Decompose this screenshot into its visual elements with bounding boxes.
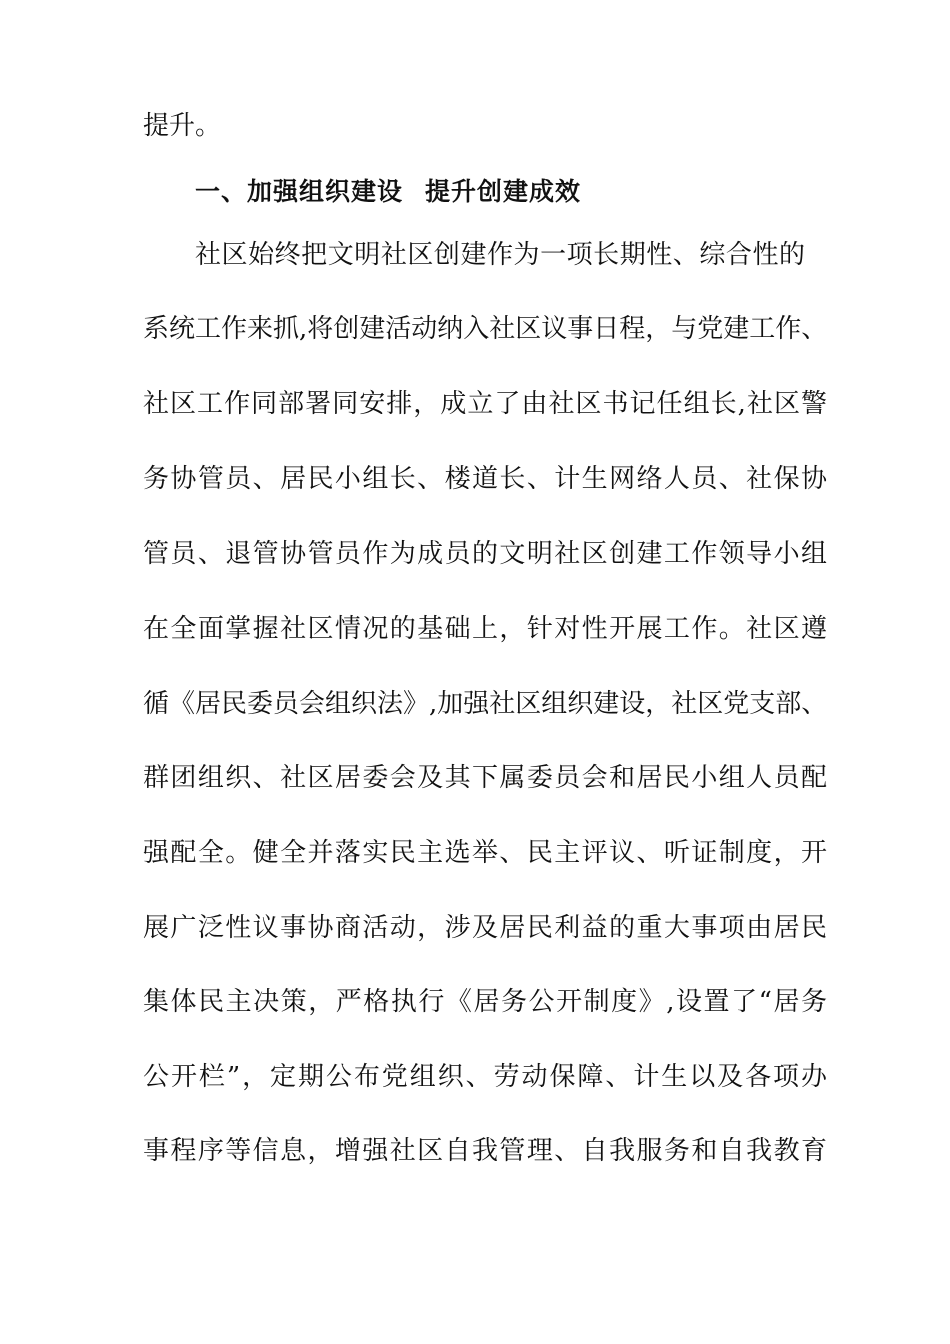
paragraph-line: 公开栏”，定期公布党组织、劳动保障、计生以及各项办	[143, 1062, 827, 1092]
paragraph-line: 系统工作来抓,将创建活动纳入社区议事日程，与党建工作、	[143, 314, 828, 344]
paragraph-line: 群团组织、社区居委会及其下属委员会和居民小组人员配	[143, 763, 827, 793]
continuation-text: 提升。	[143, 111, 222, 141]
section-heading-part1: 一、加强组织建设	[195, 177, 404, 206]
paragraph-line: 事程序等信息，增强社区自我管理、自我服务和自我教育	[143, 1136, 827, 1166]
section-heading-part2: 提升创建成效	[425, 177, 582, 206]
section-heading	[195, 172, 950, 212]
paragraph-line: 社区始终把文明社区创建作为一项长期性、综合性的	[195, 240, 805, 270]
paragraph-line: 展广泛性议事协商活动，涉及居民利益的重大事项由居民	[143, 913, 827, 943]
paragraph-line: 管员、退管协管员作为成员的文明社区创建工作领导小组	[143, 539, 827, 569]
paragraph-line: 循《居民委员会组织法》,加强社区组织建设，社区党支部、	[143, 689, 828, 719]
paragraph-line: 务协管员、居民小组长、楼道长、计生网络人员、社保协	[143, 464, 827, 494]
paragraph-line: 强配全。健全并落实民主选举、民主评议、听证制度，开	[143, 838, 827, 868]
paragraph-line: 在全面掌握社区情况的基础上，针对性开展工作。社区遵	[143, 614, 827, 644]
paragraph-line: 社区工作同部署同安排，成立了由社区书记任组长,社区警	[143, 389, 827, 419]
paragraph-line: 集体民主决策，严格执行《居务公开制度》,设置了“居务	[143, 987, 827, 1017]
